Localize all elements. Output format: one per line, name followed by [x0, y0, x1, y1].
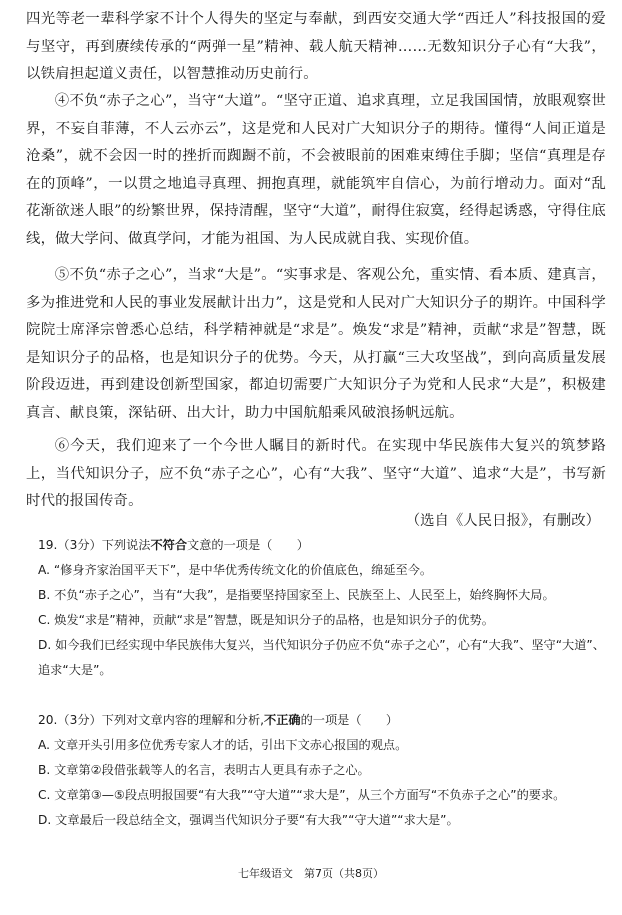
- question-19: [26, 533, 606, 683]
- question-19-stem: [26, 533, 606, 558]
- question-20-stem-post: 的一项是（ ）: [300, 713, 399, 727]
- source-citation: （选自《人民日报》，有删改）: [405, 513, 600, 529]
- paragraph-5: ⑤不负“赤子之心”，当求“大是”。“实事求是、客观公允，重实情、看本质、建真言，多为推进党和人民的事业发展献计出力”，这是党和人民对广大知识分子的期许。中国科学院院士席泽宗曾悉心总结，科学精神就是“求是”。焕发“求是”精神，贡献“求是”智慧，既是知识分子的品格，也是知识分子的优势。今天，从打赢“三大攻坚战”，到向高质量发展阶段迈进，再到建设创新型国家，都迫切需要广大知识分子为党和人民求“大是”，积极建真言、献良策，深钻研、出大计，助力中国航船乘风破浪扬帆远航。: [26, 267, 606, 421]
- question-20: [26, 708, 606, 833]
- question-20-stem: [26, 708, 606, 733]
- paragraph-3-end: 四光等老一辈科学家不计个人得失的坚定与奉献，到西安交通大学“西迁人”科技报国的爱与坚守，再到赓续传承的“两弹一星”精神、载人航天精神……无数知识分子心有“大我”，以铁肩担起道义责任，以智慧推动历史前行。: [26, 11, 606, 82]
- question-20-option-d: D. 文章最后一段总结全文，强调当代知识分子要“有大我”“守大道”“求大是”。: [38, 813, 459, 827]
- page-footer: 七年级语文 第7页（共8页）: [238, 867, 384, 880]
- question-19-emphasis: 不符合: [150, 538, 188, 552]
- question-19-stem-pre: 19.（3分）下列说法: [38, 538, 151, 552]
- question-19-option-d: D. 如今我们已经实现中华民族伟大复兴，当代知识分子仍应不负“赤子之心”，心有“大我”、坚守“大道”、追求“大是”。: [38, 638, 605, 677]
- paragraph-4: ④不负“赤子之心”，当守“大道”。“坚守正道、追求真理，立足我国国情，放眼观察世界，不妄自菲薄，不人云亦云”，这是党和人民对广大知识分子的期待。懂得“人间正道是沧桑”，就不会因一时的挫折而踟蹰不前，不会被眼前的困难束缚住手脚；坚信“真理是存在的顶峰”，一以贯之地追寻真理、拥抱真理，就能筑牢自信心，为前行增动力。面对“乱花渐欲迷人眼”的纷繁世界，保持清醒，坚守“大道”，耐得住寂寞，经得起诱惑，守得住底线，做大学问、做真学问，才能为祖国、为人民成就自我、实现价值。: [26, 93, 606, 247]
- question-19-option-c: C. 焕发“求是”精神，贡献“求是”智慧，既是知识分子的品格，也是知识分子的优势。: [38, 613, 494, 627]
- question-19-option-a: A. “修身齐家治国平天下”，是中华优秀传统文化的价值底色，绵延至今。: [38, 563, 433, 577]
- question-20-option-a: A. 文章开头引用多位优秀专家人才的话，引出下文赤心报国的观点。: [38, 738, 408, 752]
- question-20-option-b: B. 文章第②段借张载等人的名言，表明古人更具有赤子之心。: [38, 763, 370, 777]
- question-20-stem-pre: 20.（3分）下列对文章内容的理解和分析,: [38, 713, 265, 727]
- paragraph-6: ⑥今天，我们迎来了一个今世人瞩目的新时代。在实现中华民族伟大复兴的筑梦路上，当代知识分子，应不负“赤子之心”，心有“大我”、坚守“大道”、追求“大是”，书写新时代的报国传奇。: [26, 438, 606, 509]
- question-19-stem-post: 文意的一项是（ ）: [187, 538, 309, 552]
- question-19-option-b: B. 不负“赤子之心”，当有“大我”，是指要坚持国家至上、民族至上、人民至上，始终胸怀大局。: [38, 588, 555, 602]
- question-20-option-c: C. 文章第③—⑤段点明报国要“有大我”“守大道”“求大是”，从三个方面写“不负赤子之心”的要求。: [38, 788, 566, 802]
- question-20-emphasis: 不正确: [264, 713, 301, 727]
